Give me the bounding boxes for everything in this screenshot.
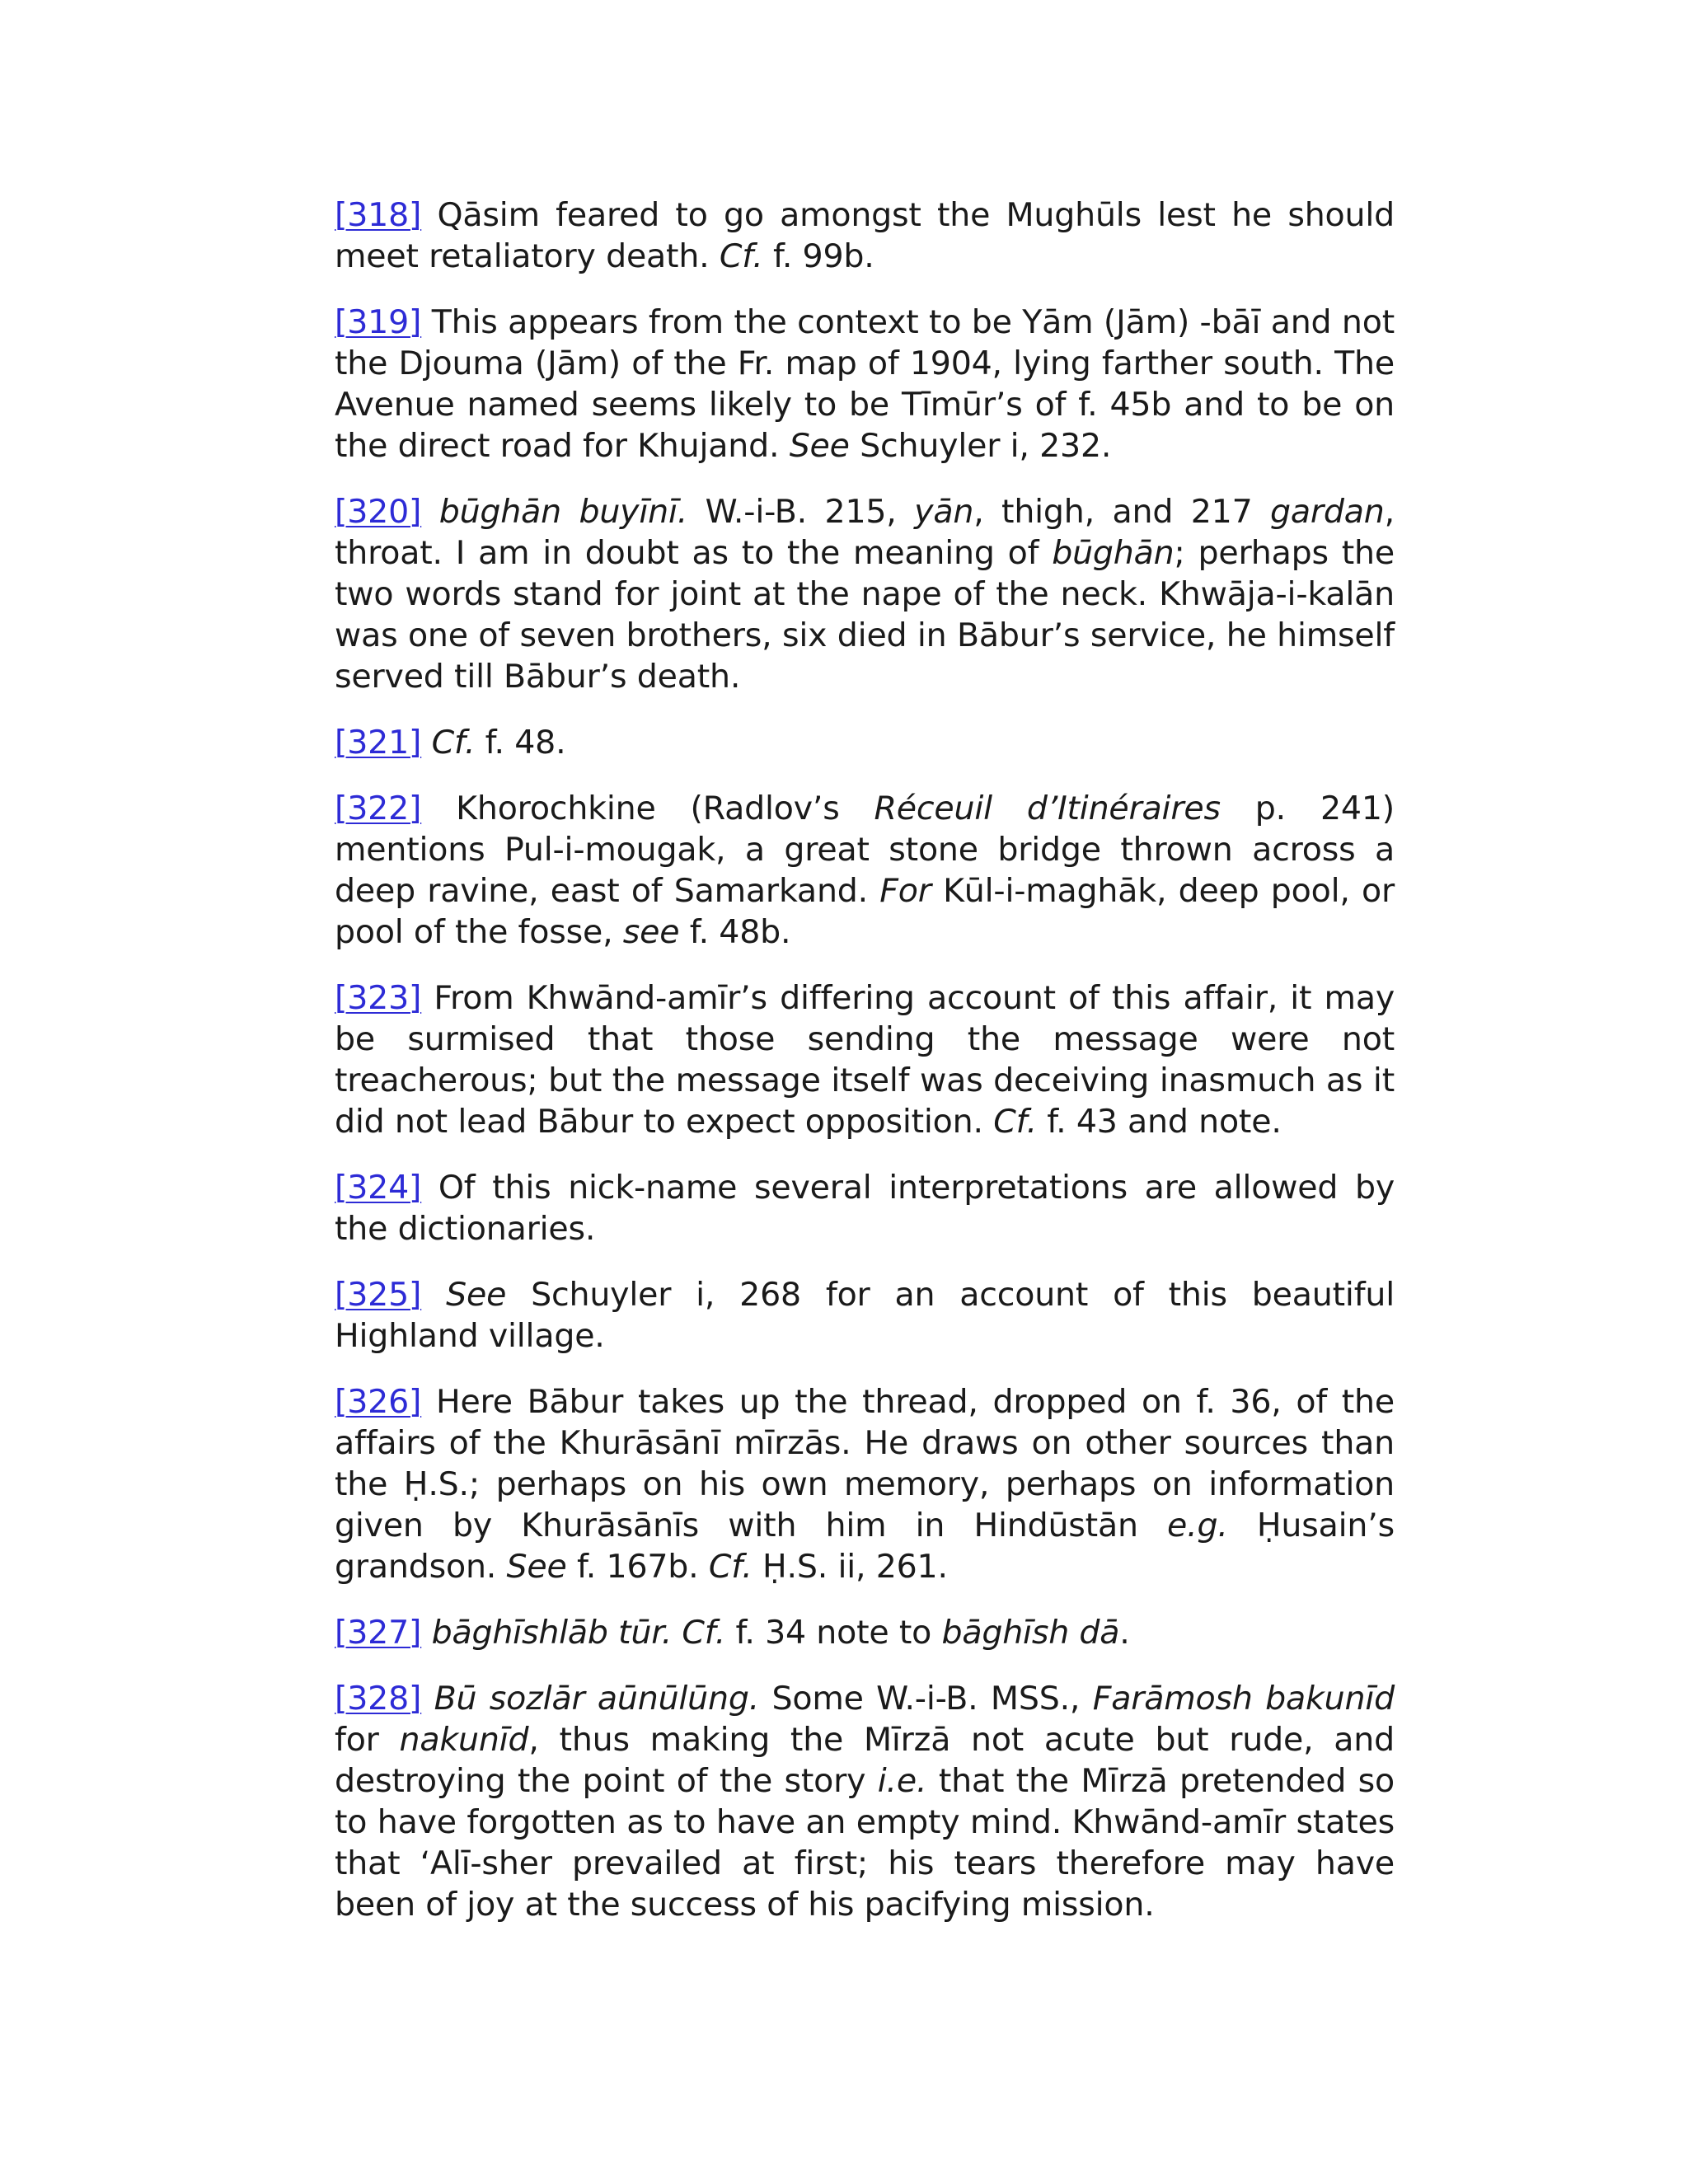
footnote-text: , thigh, and 217 [973,493,1270,531]
footnote-ref-link[interactable]: [321] [335,724,422,762]
footnote [335,194,1395,277]
italic-text: Cf. [719,237,763,275]
footnote-ref-link[interactable]: [323] [335,979,422,1017]
footnote-text: This appears from the context to be Yām (Jām) -bāī and not the Djouma (Jām) of the Fr. map of 1904, lying farther south. The Avenue named seems likely to be Tīmūr’s of f. 45b and to be on the direct road for Khujand. [335,303,1395,465]
footnote-ref-link[interactable]: [325] [335,1276,422,1314]
italic-text: i.e. [877,1762,927,1800]
italic-text: būghān [1052,534,1175,572]
italic-text: See [789,427,850,465]
footnote-text [421,493,439,531]
footnote-text: . [1119,1614,1130,1652]
italic-text: See [446,1276,507,1314]
italic-text: see [622,913,680,951]
footnote-ref-link[interactable]: [324] [335,1169,422,1207]
italic-text: Cf. [708,1548,753,1586]
footnote-ref-link[interactable]: [326] [335,1383,422,1421]
footnote [335,491,1395,697]
footnote-ref-link[interactable]: [328] [335,1680,422,1718]
footnote-text [421,1680,434,1718]
footnote-text: W.-i-B. 215, [687,493,915,531]
italic-text: nakunīd [399,1721,529,1759]
footnote-text: Of this nick-name several interpretations are allowed by the dictionaries. [335,1169,1395,1248]
footnote-text: f. 48b. [679,913,791,951]
footnote [335,1167,1395,1249]
italic-text: Cf. [431,724,476,762]
footnote-text: that the Mīrzā pretended so to have forgotten as to have an empty mind. Khwānd-amīr states that ‘Alī-sher prevailed at first; his tears therefore may have been of joy at the success of his pacifying mission. [335,1762,1395,1924]
footnote-text: p. 241) mentions Pul-i-mougak, a great stone bridge thrown across a deep ravine, east of Samarkand. [335,790,1395,910]
footnote-text: f. 34 note to [725,1614,942,1652]
footnote [335,302,1395,466]
footnote [335,788,1395,953]
footnote [335,1274,1395,1357]
footnote-text: Kūl-i-maghāk, deep pool, or pool of the fosse, [335,872,1395,951]
italic-text: Réceuil d’Itinéraires [874,790,1221,827]
footnote-ref-link[interactable]: [320] [335,493,422,531]
footnote-text: Schuyler i, 268 for an account of this beautiful Highland village. [335,1276,1395,1355]
footnote-text [421,1276,446,1314]
italic-text: yān [914,493,974,531]
footnote-text: Ḥusain’s grandson. [335,1507,1395,1586]
italic-text: See [506,1548,567,1586]
footnote-text: Some W.-i-B. MSS., [759,1680,1093,1718]
footnote [335,977,1395,1142]
footnote-text: Khorochkine (Radlov’s [421,790,874,827]
italic-text: For [879,872,931,910]
footnote-text: for [335,1721,400,1759]
footnote [335,722,1395,763]
footnote-text: , thus making the Mīrzā not acute but rude, and destroying the point of the story [335,1721,1395,1800]
footnote-text: f. 167b. [566,1548,709,1586]
footnote-text: ; perhaps the two words stand for joint at the nape of the neck. Khwāja-i-kalān was one of seven brothers, six died in Bābur’s service, he himself served till Bābur’s death. [335,534,1395,696]
italic-text: Cf. [993,1103,1037,1141]
footnote-text: From Khwānd-amīr’s differing account of this affair, it may be surmised that those sending the message were not treacherous; but the message itself was deceiving inasmuch as it did not lead Bābur to expect opposition. [335,979,1395,1141]
footnotes-page [335,194,1395,1950]
italic-text: bāghīsh dā [941,1614,1120,1652]
footnote-text: , throat. I am in doubt as to the meaning of [335,493,1395,572]
italic-text: Bū sozlār aūnūlūng. [434,1680,760,1718]
footnote-text: Qāsim feared to go amongst the Mughūls lest he should meet retaliatory death. [335,196,1395,275]
footnote-text [421,724,431,762]
footnote-text: f. 43 and note. [1036,1103,1282,1141]
footnote-text: Schuyler i, 232. [849,427,1112,465]
footnote-text: f. 99b. [762,237,874,275]
footnote-text [421,1614,431,1652]
footnote-ref-link[interactable]: [327] [335,1614,422,1652]
footnote-ref-link[interactable]: [322] [335,790,422,827]
footnote [335,1381,1395,1587]
footnote-text: f. 48. [475,724,566,762]
footnote [335,1678,1395,1925]
italic-text: būghān buyīnī. [438,493,688,531]
footnote-text: Ḥ.S. ii, 261. [752,1548,948,1586]
italic-text: e.g. [1167,1507,1228,1544]
footnote-text: Here Bābur takes up the thread, dropped on f. 36, of the affairs of the Khurāsānī mīrzās. He draws on other sources than the Ḥ.S.; perhaps on his own memory, perhaps on information given by Khurāsānīs with him in Hindūstān [335,1383,1395,1544]
italic-text: gardan [1270,493,1385,531]
footnote-ref-link[interactable]: [318] [335,196,422,234]
italic-text: bāghīshlāb tūr. Cf. [431,1614,726,1652]
footnote [335,1612,1395,1653]
italic-text: Farāmosh bakunīd [1092,1680,1395,1718]
footnote-ref-link[interactable]: [319] [335,303,422,341]
